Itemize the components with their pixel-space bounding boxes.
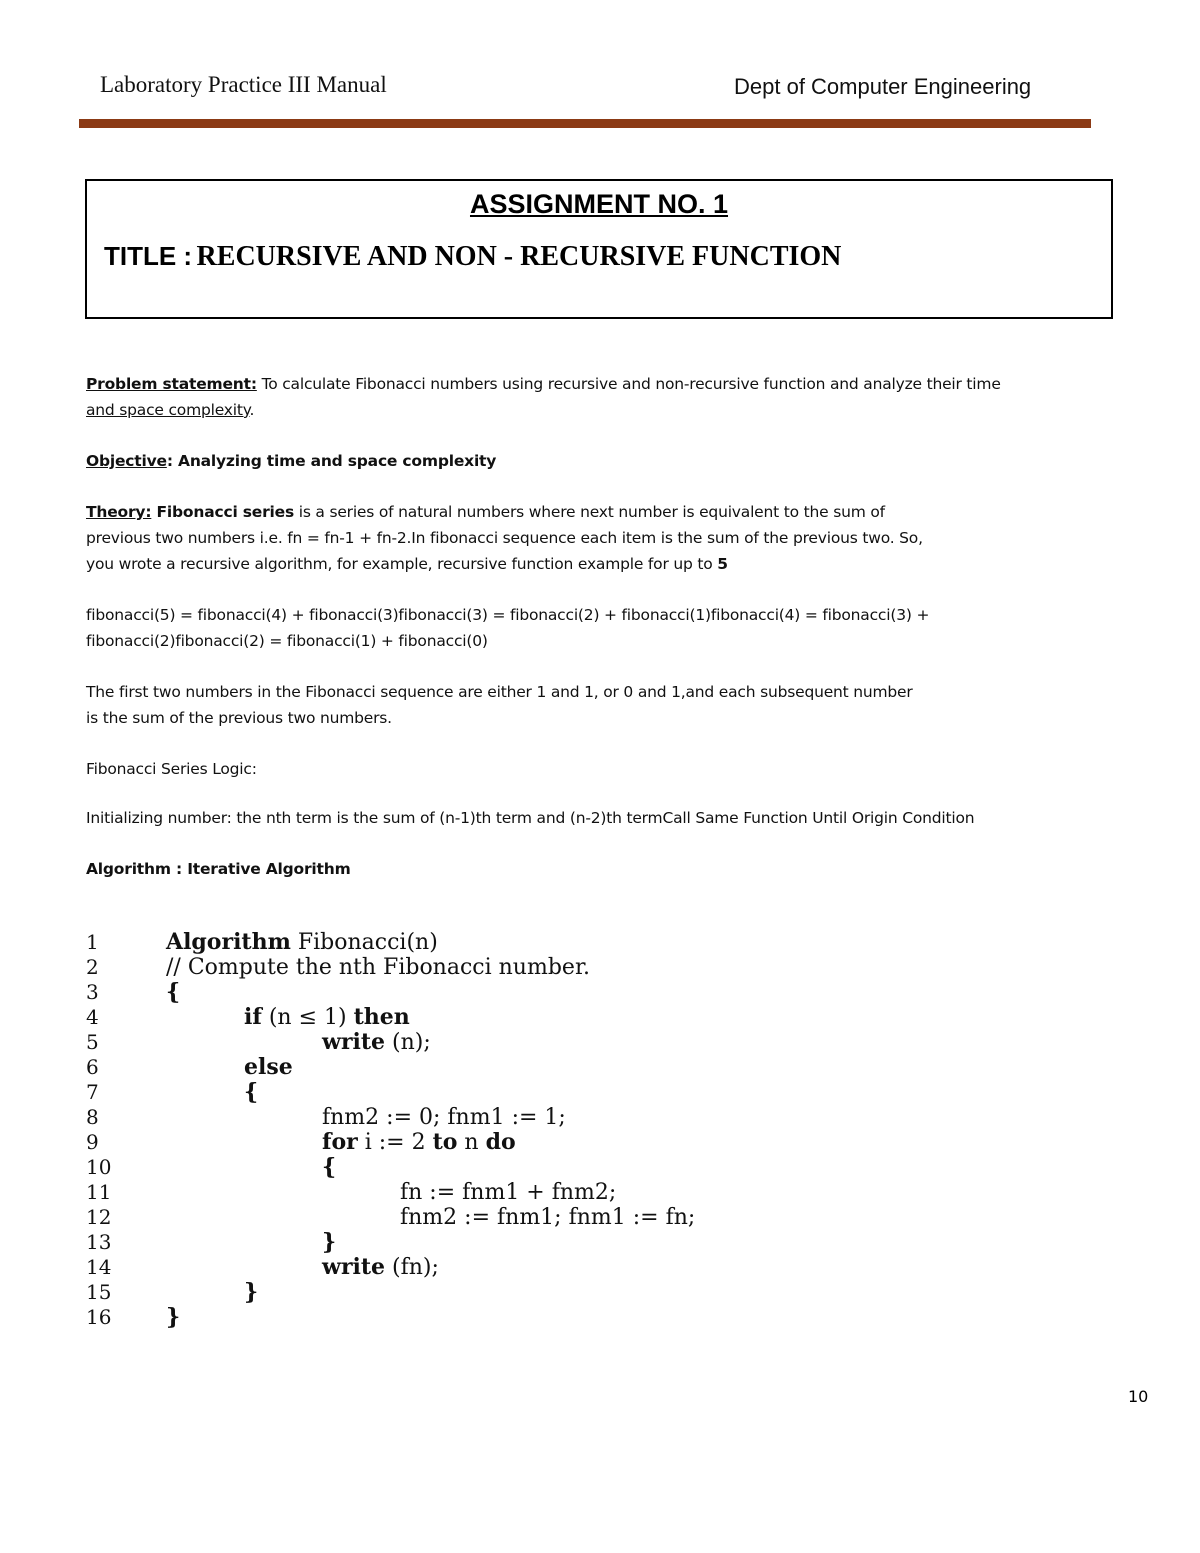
algorithm-heading-text: Iterative Algorithm [187, 860, 351, 878]
algorithm-line-number: 11 [86, 1180, 112, 1204]
algorithm-line-code: } [166, 1304, 181, 1330]
example-line-1: fibonacci(5) = fibonacci(4) + fibonacci(3)fibonacci(3) = fibonacci(2) + fibonacci(1)fibonacci(4) = fibonacci(3) + [86, 606, 930, 624]
algorithm-line-number: 4 [86, 1005, 99, 1029]
algorithm-line-code: if (n ≤ 1) then [244, 1004, 410, 1030]
algorithm-line-number: 7 [86, 1080, 99, 1104]
problem-label: Problem statement: [86, 375, 257, 393]
objective-label: Objective [86, 452, 167, 470]
logic-heading: Fibonacci Series Logic: [86, 760, 257, 778]
theory-term: Fibonacci series [151, 503, 294, 521]
algorithm-line-code: } [322, 1229, 337, 1255]
theory-line-3 [86, 555, 728, 573]
algorithm-line-code: } [244, 1279, 259, 1305]
algorithm-line-number: 9 [86, 1130, 99, 1154]
page-number: 10 [1128, 1387, 1149, 1406]
algorithm-line-code: fn := fnm1 + fnm2; [400, 1180, 617, 1205]
objective-colon: : [166, 452, 173, 470]
problem-period: . [249, 401, 255, 419]
first-two-line-2: is the sum of the previous two numbers. [86, 709, 392, 727]
algorithm-line-number: 1 [86, 930, 99, 954]
algorithm-line-number: 16 [86, 1305, 112, 1329]
problem-text: To calculate Fibonacci numbers using recursive and non-recursive function and analyze their time [256, 375, 1001, 393]
title-line [104, 241, 841, 273]
objective-text: Analyzing time and space complexity [172, 452, 497, 470]
algorithm-line-code: write (fn); [322, 1254, 439, 1280]
algorithm-line-code: else [244, 1054, 293, 1080]
header-rule [79, 119, 1091, 128]
theory-label: Theory: [86, 503, 152, 521]
algorithm-line-code: fnm2 := fnm1; fnm1 := fn; [400, 1205, 696, 1230]
algorithm-line-code: fnm2 := 0; fnm1 := 1; [322, 1105, 566, 1130]
theory-line-1 [86, 503, 885, 521]
title-box [85, 179, 1113, 319]
algorithm-line-code: for i := 2 to n do [322, 1129, 516, 1155]
algorithm-heading-label: Algorithm : [86, 860, 188, 878]
algorithm-line-code: write (n); [322, 1029, 431, 1055]
algorithm-line-code: { [322, 1154, 337, 1180]
example-line-2: fibonacci(2)fibonacci(2) = fibonacci(1) + fibonacci(0) [86, 632, 488, 650]
algorithm-line-number: 8 [86, 1105, 99, 1129]
problem-line-1 [86, 375, 1001, 393]
objective-line [86, 452, 496, 470]
first-two-line-1: The first two numbers in the Fibonacci sequence are either 1 and 1, or 0 and 1,and each subsequent number [86, 683, 913, 701]
header-right-dept: Dept of Computer Engineering [734, 74, 1032, 99]
title-text: RECURSIVE AND NON - RECURSIVE FUNCTION [196, 241, 842, 272]
algorithm-heading [86, 860, 351, 878]
algorithm-line-number: 2 [86, 955, 99, 979]
algorithm-line-number: 15 [86, 1280, 112, 1304]
header-left-title: Laboratory Practice III Manual [100, 72, 387, 97]
algorithm-line-code: { [244, 1079, 259, 1105]
algorithm-line-number: 10 [86, 1155, 112, 1179]
algorithm-line-number: 14 [86, 1255, 112, 1279]
algorithm-line-number: 5 [86, 1030, 99, 1054]
theory-line-3-text: you wrote a recursive algorithm, for example, recursive function example for up to [86, 555, 718, 573]
init-line: Initializing number: the nth term is the sum of (n-1)th term and (n-2)th termCall Same Function Until Origin Condition [86, 809, 975, 827]
theory-line-2: previous two numbers i.e. fn = fn-1 + fn-2.In fibonacci sequence each item is the sum of the previous two. So, [86, 529, 923, 547]
algorithm-line-number: 13 [86, 1230, 112, 1254]
title-label: TITLE : [104, 241, 193, 271]
algorithm-line-code: { [166, 979, 181, 1005]
algorithm-line-code: // Compute the nth Fibonacci number. [166, 955, 591, 980]
problem-underlined: and space complexity [86, 401, 250, 419]
algorithm-line-number: 3 [86, 980, 99, 1004]
assignment-heading: ASSIGNMENT NO. 1 [469, 189, 729, 219]
problem-line-2 [86, 401, 254, 419]
algorithm-line-code: Algorithm Fibonacci(n) [166, 929, 438, 955]
theory-line-1-rest: is a series of natural numbers where next number is equivalent to the sum of [293, 503, 885, 521]
algorithm-line-number: 12 [86, 1205, 112, 1229]
algorithm-line-number: 6 [86, 1055, 99, 1079]
theory-line-3-bold: 5 [717, 555, 728, 573]
